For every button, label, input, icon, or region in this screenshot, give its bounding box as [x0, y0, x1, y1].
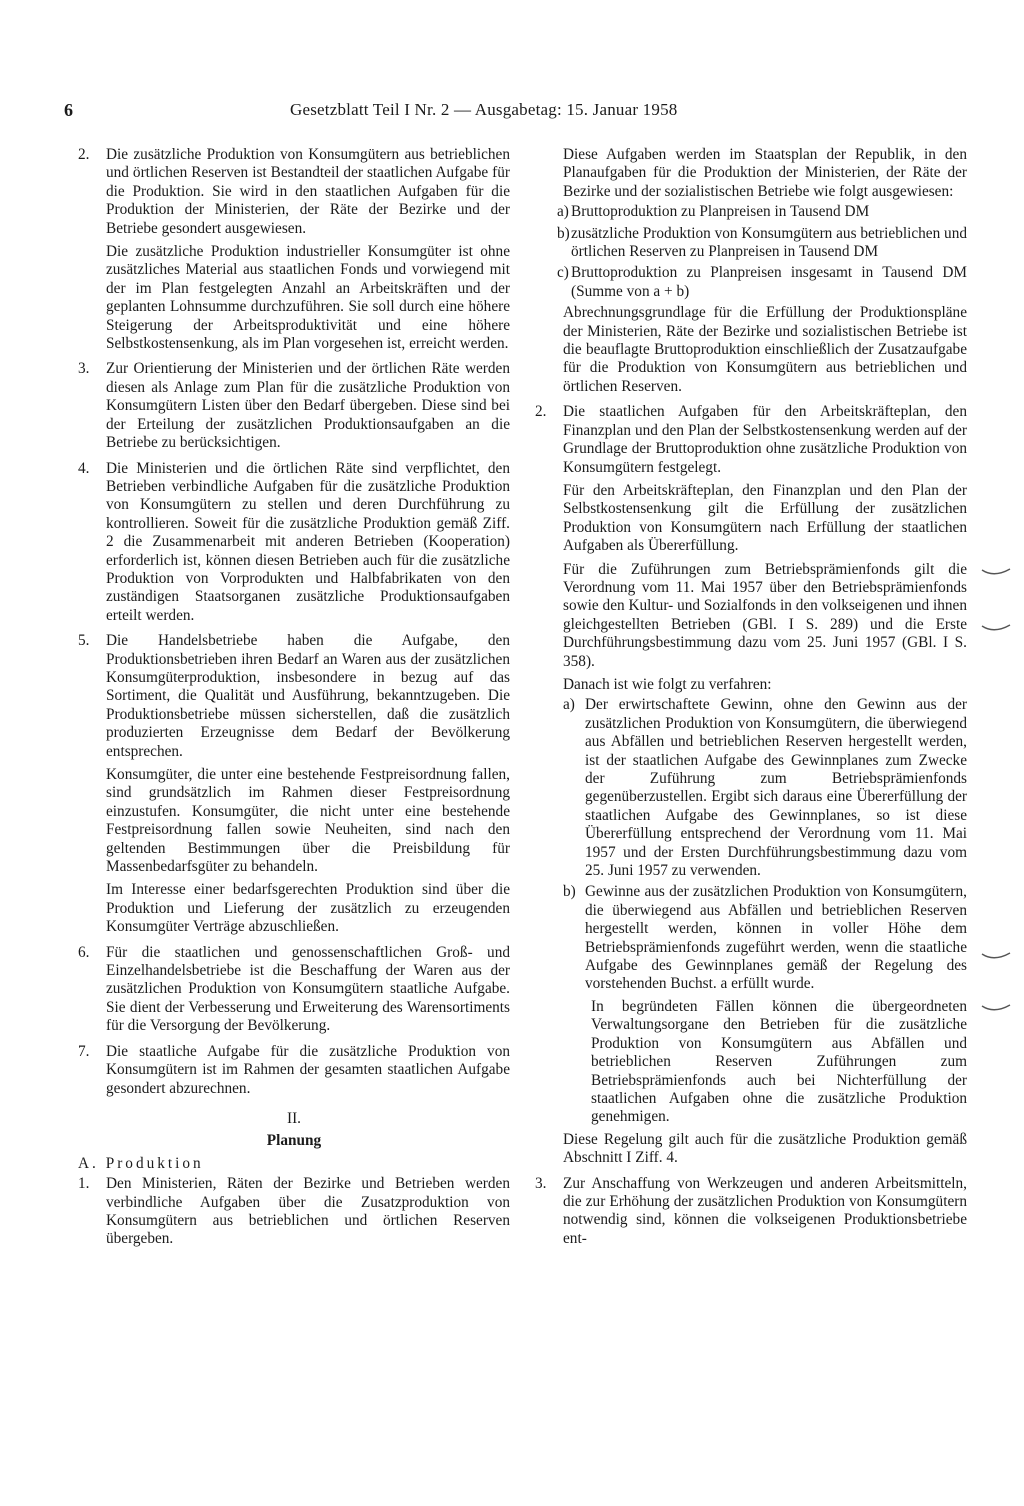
list-item	[535, 225, 967, 262]
paragraph-text: Den Ministerien, Räten der Bezirke und Betrieben werden verbindliche Aufgaben über die Zusatzproduktion von Konsumgütern aus betrieblichen und örtlichen Reserven übergeben.	[106, 1175, 510, 1248]
paragraph-text: Die staatliche Aufgabe für die zusätzliche Produktion von Konsumgütern ist im Rahmen der gesamten staatlichen Aufgabe gesondert abzurechnen.	[106, 1042, 510, 1097]
paragraph-2	[78, 146, 510, 353]
gazette-title: Gesetzblatt Teil I Nr. 2 — Ausgabetag: 15. Januar 1958	[290, 100, 678, 119]
item-number: 2.	[535, 403, 547, 421]
paragraph-text: In begründeten Fällen können die übergeordneten Verwaltungsorgane den Betrieben für die zusätzliche Produktion von Konsumgütern aus Abfällen und betrieblichen Reserven Zuführungen zum Betriebsprämienfonds auch bei Nichterfüllung der staatlichen Aufgaben ohne die zusätzliche Produktion genehmigen.	[591, 997, 967, 1126]
paragraph-text: Die zusätzliche Produktion von Konsumgütern aus betrieblichen und örtlichen Reserven ist Bestandteil der staatlichen Aufgabe für die Produktion. Sie wird in den staatlichen Aufgaben für die Produktion der Ministerien, der Räte der Bezirke und der Betriebe gesondert ausgewiesen.	[106, 146, 510, 237]
paragraph-text: Diese Aufgaben werden im Staatsplan der Republik, in den Planaufgaben für die Produktion der Ministerien, der Räte der Bezirke und der sozialistischen Betriebe wie folgt ausgewiesen:	[563, 146, 967, 200]
left-column	[78, 146, 510, 1256]
item-number: 3.	[535, 1174, 547, 1192]
paragraph-2-right	[535, 403, 967, 1167]
item-number: 6.	[78, 943, 90, 961]
paragraph-text: Für die staatlichen und genossenschaftlichen Groß- und Einzelhandelsbetriebe ist die Beschaffung der Waren aus der zusätzlichen Produktion von Konsumgütern staatliche Aufgabe. Sie dient der Verbesserung und Erweiterung des Warensortiments für die Versorgung der Bevölkerung.	[106, 943, 510, 1035]
item-number: 3.	[78, 360, 90, 378]
item-number: 2.	[78, 146, 90, 163]
paragraph-text: Die zusätzliche Produktion industrieller Konsumgüter ist ohne zusätzliches Material aus staatlichen Fonds und vorwiegend mit der im Plan festgelegten Anzahl an Arbeitskräften und der geplanten Lohnsumme durchzuführen. Sie soll durch eine höhere Steigerung der Arbeitsproduktivität und eine höhere Selbstkostensenkung, als im Plan vorgesehen ist, erreicht werden.	[106, 243, 510, 353]
paragraph-text: Für den Arbeitskräfteplan, den Finanzplan und den Plan der Selbstkostensenkung gilt die Erfüllung der zusätzlichen Produktion von Konsumgütern nach Erfüllung der staatlichen Aufgaben als Übererfüllung.	[563, 481, 967, 555]
paragraph-3-right	[535, 1175, 967, 1249]
list-label: b)	[557, 224, 570, 242]
paragraph-text: Die staatlichen Aufgaben für den Arbeitskräfteplan, den Finanzplan und den Plan der Selbstkostensenkung werden auf der Grundlage der Bruttoproduktion ohne zusätzliche Produktion von Konsumgütern festgelegt.	[563, 403, 967, 476]
paragraph-text: Diese Regelung gilt auch für die zusätzliche Produktion gemäß Abschnitt I Ziff. 4.	[563, 1130, 967, 1167]
paragraph-text: Konsumgüter, die unter eine bestehende Festpreisordnung fallen, sind grundsätzlich im Rahmen dieser Festpreisordnung einzustufen. Konsumgüter, die nicht unter eine bestehende Festpreisordnung fallen sowie Neuheiten, sind nach den geltenden Bestimmungen über die Preisbildung für Massenbedarfsgüter zu behandeln.	[106, 766, 510, 876]
margin-tick-mark	[980, 566, 1016, 578]
page-header	[64, 100, 764, 130]
list-item	[535, 696, 967, 880]
margin-tick-mark	[980, 950, 1016, 962]
list-text: zusätzliche Produktion von Konsumgütern aus betrieblichen und örtlichen Reserven zu Planpreisen in Tausend DM	[571, 224, 967, 261]
list-text: Bruttoproduktion zu Planpreisen in Tausend DM	[571, 203, 870, 221]
item-number: 5.	[78, 632, 90, 650]
list-label: a)	[563, 696, 575, 714]
list-text: Der erwirtschaftete Gewinn, ohne den Gewinn aus der zusätzlichen Produktion von Konsumgütern, die überwiegend aus Abfällen und betrieblichen Reserven hergestellt werden, ist der staatlichen Aufgabe des Gewinnplanes zum Zwecke der Zuführung zum Betriebsprämienfonds gegenüberzustellen. Ergibt sich daraus eine Übererfüllung der staatlichen Aufgabe des Gewinnplanes, so ist diese Übererfüllung entsprechend der Verordnung vom 11. Mai 1957 und der Ersten Durchführungsbestimmung dazu vom 25. Juni 1957 zu verwenden.	[585, 696, 967, 880]
list-text: Gewinne aus der zusätzlichen Produktion von Konsumgütern, die überwiegend aus Abfällen und betrieblichen Reserven hergestellt werden, können in voller Höhe dem Betriebsprämienfonds zugeführt werden, wenn die staatliche Aufgabe des Gewinnplanes gemäß der Regelung des vorstehenden Buchst. a erfüllt wurde.	[585, 883, 967, 993]
paragraph-a1	[78, 1175, 510, 1249]
paragraph-text: Zur Anschaffung von Werkzeugen und anderen Arbeitsmitteln, die zur Erhöhung der zusätzlichen Produktion von Konsumgütern notwendig sind, können die volkseigenen Produktionsbetriebe ent-	[563, 1174, 967, 1247]
item-number: 1.	[78, 1175, 90, 1193]
margin-tick-mark	[980, 622, 1016, 634]
item-number: 7.	[78, 1042, 90, 1060]
right-column	[535, 146, 967, 1255]
list-text: Bruttoproduktion zu Planpreisen insgesamt in Tausend DM (Summe von a + b)	[571, 264, 967, 300]
list-item	[535, 264, 967, 301]
paragraph-7	[78, 1043, 510, 1098]
paragraph-text: Danach ist wie folgt zu verfahren:	[563, 675, 772, 693]
list-item	[535, 203, 967, 221]
item-number: 4.	[78, 459, 90, 477]
paragraph-text: Zur Orientierung der Ministerien und der örtlichen Räte werden diesen als Anlage zum Plan für die zusätzliche Produktion von Konsumgütern Listen über den Bedarf übergeben. Diese sind bei der Erteilung der zusätzlichen Produktionsaufgaben an die Betriebe zu berücksichtigen.	[106, 360, 510, 452]
paragraph-text: Die Ministerien und die örtlichen Räte sind verpflichtet, den Betrieben verbindliche Aufgaben für die zusätzliche Produktion von Konsumgütern zu stellen und deren Durchführung zu kontrollieren. Soweit für die zusätzliche Produktion gemäß Ziff. 2 die Zusammenarbeit mit anderen Betrieben (Kooperation) erforderlich ist, können diesen Betrieben auch für die zusätzliche Produktion von Vorprodukten und Halbfabrikaten von den zuständigen Staatsorganen zusätzliche Produktionsaufgaben erteilt werden.	[106, 459, 510, 624]
list-label: b)	[563, 883, 576, 901]
paragraph-text: Für die Zuführungen zum Betriebsprämienfonds gilt die Verordnung vom 11. Mai 1957 über den Betriebsprämienfonds sowie den Kultur- und Sozialfonds in den volkseigenen und ihnen gleichgestellten Betrieben (GBl. I S. 289) und die Erste Durchführungsbestimmung dazu vom 25. Juni 1957 (GBl. I S. 358).	[563, 560, 967, 670]
paragraph-text: Die Handelsbetriebe haben die Aufgabe, den Produktionsbetrieben ihren Bedarf an Waren aus der zusätzlichen Konsumgüterproduktion, insbesondere in bezug auf das Sortiment, die Qualität und Ausführung, bekanntzugeben. Die Produktionsbetriebe müssen sicherstellen, daß die zusätzlich produzierten Erzeugnisse dem Bedarf der Bevölkerung entsprechen.	[106, 632, 510, 760]
paragraph-text: Abrechnungsgrundlage für die Erfüllung der Produktionspläne der Ministerien, Räte der Bezirke und sozialistischen Betriebe ist die beauflagte Bruttoproduktion einschließlich der Zusatzaufgabe für die Produktion von Konsumgütern aus betrieblichen und örtlichen Reserven.	[563, 304, 967, 395]
list-item	[535, 883, 967, 993]
paragraph-3	[78, 360, 510, 452]
paragraph-6	[78, 944, 510, 1036]
section-number: II.	[286, 1109, 301, 1127]
paragraph-text: Im Interesse einer bedarfsgerechten Produktion sind über die Produktion und Lieferung der zusätzlich zu erzeugenden Konsumgüter Verträge abzuschließen.	[106, 881, 510, 936]
paragraph-2-head	[535, 403, 967, 477]
paragraph-5	[78, 632, 510, 937]
paragraph-4	[78, 460, 510, 626]
list-label: a)	[557, 203, 569, 221]
subsection-title: A. Produktion	[78, 1154, 204, 1172]
section-title: Planung	[266, 1132, 322, 1150]
page-number: 6	[64, 100, 73, 120]
margin-tick-mark	[980, 1002, 1016, 1014]
list-label: c)	[557, 264, 569, 282]
